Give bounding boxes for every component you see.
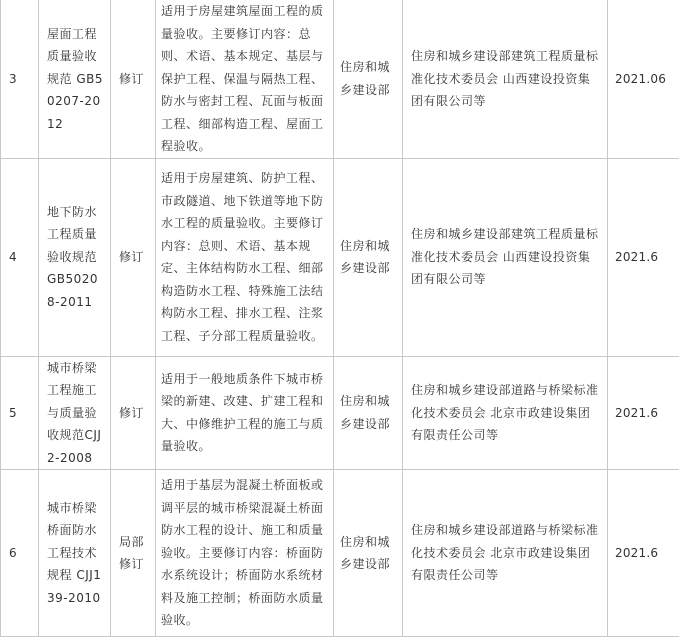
standard-name: 地下防水工程质量验收规范GB50208-2011 — [39, 158, 111, 356]
completion-date: 2021.6 — [608, 356, 679, 470]
managing-department: 住房和城乡建设部 — [334, 356, 403, 470]
completion-date: 2021.6 — [608, 158, 679, 356]
drafting-organizations: 住房和城乡建设部道路与桥梁标准化技术委员会 北京市政建设集团有限责任公司等 — [403, 470, 608, 637]
revision-type: 修订 — [111, 356, 156, 470]
drafting-organizations: 住房和城乡建设部道路与桥梁标准化技术委员会 北京市政建设集团有限责任公司等 — [403, 356, 608, 470]
standard-name: 城市桥梁工程施工与质量验收规范CJJ2-2008 — [39, 356, 111, 470]
standard-name: 屋面工程质量验收规范 GB50207-2012 — [39, 0, 111, 158]
scope-description: 适用于房屋建筑屋面工程的质量验收。主要修订内容：总则、术语、基本规定、基层与保护工程、保温与隔热工程、防水与密封工程、瓦面与板面工程、细部构造工程、屋面工程验收。 — [156, 0, 334, 158]
table-row — [1, 356, 679, 470]
completion-date: 2021.6 — [608, 470, 679, 637]
scope-description: 适用于一般地质条件下城市桥梁的新建、改建、扩建工程和大、中修维护工程的施工与质量验收。 — [156, 356, 334, 470]
table-row — [1, 470, 679, 637]
standard-name: 城市桥梁桥面防水工程技术规程 CJJ139-2010 — [39, 470, 111, 637]
row-number: 6 — [1, 470, 39, 637]
managing-department: 住房和城乡建设部 — [334, 0, 403, 158]
drafting-organizations: 住房和城乡建设部建筑工程质量标准化技术委员会 山西建设投资集团有限公司等 — [403, 158, 608, 356]
revision-type: 修订 — [111, 0, 156, 158]
row-number: 4 — [1, 158, 39, 356]
completion-date: 2021.06 — [608, 0, 679, 158]
table-row — [1, 0, 679, 158]
row-number: 5 — [1, 356, 39, 470]
managing-department: 住房和城乡建设部 — [334, 158, 403, 356]
row-number: 3 — [1, 0, 39, 158]
revision-type: 修订 — [111, 158, 156, 356]
drafting-organizations: 住房和城乡建设部建筑工程质量标准化技术委员会 山西建设投资集团有限公司等 — [403, 0, 608, 158]
table-row — [1, 158, 679, 356]
revision-type: 局部修订 — [111, 470, 156, 637]
scope-description: 适用于基层为混凝土桥面板或调平层的城市桥梁混凝土桥面防水工程的设计、施工和质量验收。主要修订内容：桥面防水系统设计；桥面防水系统材料及施工控制；桥面防水质量验收。 — [156, 470, 334, 637]
managing-department: 住房和城乡建设部 — [334, 470, 403, 637]
scope-description: 适用于房屋建筑、防护工程、市政隧道、地下铁道等地下防水工程的质量验收。主要修订内容：总则、术语、基本规定、主体结构防水工程、细部构造防水工程、特殊施工法结构防水工程、排水工程、注浆工程、子分部工程质量验收。 — [156, 158, 334, 356]
